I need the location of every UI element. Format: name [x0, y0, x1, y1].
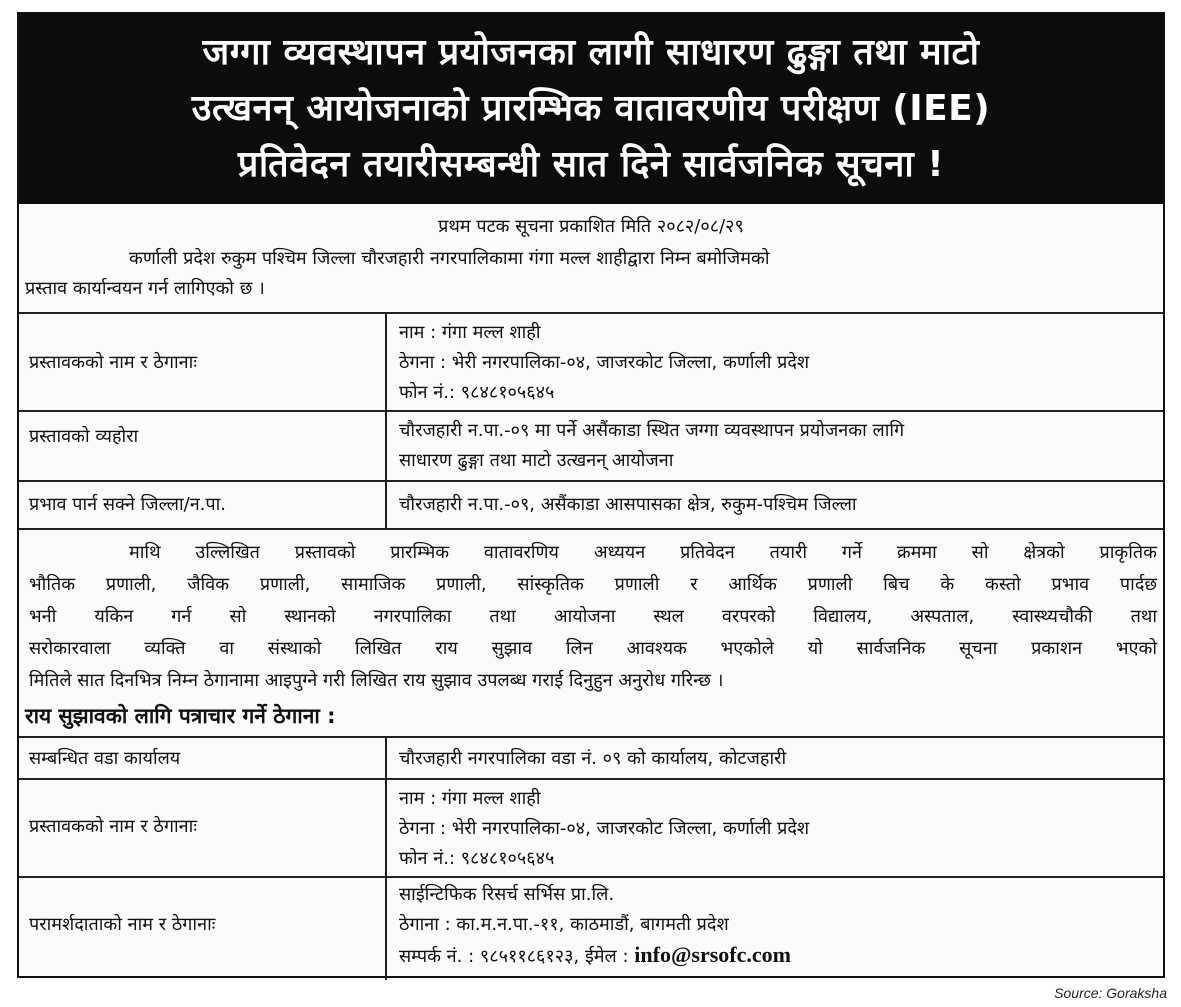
affected-area-value: चौरजहारी न.पा.-०९, असैंकाडा आसपासका क्षेत्र, रुकुम-पश्चिम जिल्ला	[399, 494, 857, 515]
contact-proposer-phone: फोन नं.: ९८४८१०५६४५	[399, 848, 555, 869]
intro-line-2: प्रस्ताव कार्यान्वयन गर्न लागिएको छ ।	[25, 278, 265, 299]
divider	[19, 312, 1163, 314]
divider	[19, 736, 1163, 738]
consultant-email[interactable]: info@srsofc.com	[634, 942, 791, 967]
body-line-4: सरोकारवाला व्यक्ति वा संस्थाको लिखित राय सुझाव लिन आवश्यक भएकोले यो सार्वजनिक सूचना प्रकाशन भएको	[29, 638, 1157, 659]
publication-date: प्रथम पटक सूचना प्रकाशित मिति २०८२/०८/२९	[438, 216, 744, 237]
proposer-name: नाम : गंगा मल्ल शाही	[399, 322, 541, 343]
column-divider	[385, 736, 387, 980]
consultant-phone: सम्पर्क नं. : ९८५११८६१२३, ईमेल :	[399, 946, 629, 967]
ward-office-label: सम्बन्धित वडा कार्यालय	[29, 748, 181, 769]
divider	[19, 480, 1163, 482]
notice-title-line-3: प्रतिवेदन तयारीसम्बन्धी सात दिने सार्वजनिक सूचना !	[237, 144, 945, 185]
column-divider	[385, 312, 387, 528]
divider	[19, 876, 1163, 878]
source-credit: Source: Goraksha	[1054, 985, 1167, 1001]
subject-label: प्रस्तावको व्यहोरा	[29, 426, 139, 447]
public-notice	[17, 12, 1165, 978]
proposer-label: प्रस्तावकको नाम र ठेगानाः	[29, 352, 197, 373]
notice-title-band	[19, 14, 1163, 204]
divider	[19, 778, 1163, 780]
contact-heading: राय सुझावको लागि पत्राचार गर्ने ठेगाना :	[25, 704, 336, 728]
body-line-1: माथि उल्लिखित प्रस्तावको प्रारम्भिक वातावरणिय अध्ययन प्रतिवेदन तयारी गर्ने क्रममा सो क्षेत्रको प्राकृतिक	[129, 542, 1157, 563]
contact-proposer-label: प्रस्तावकको नाम र ठेगानाः	[29, 816, 197, 837]
body-line-5: मितिले सात दिनभित्र निम्न ठेगानामा आइपुग्ने गरी लिखित राय सुझाव उपलब्ध गराई दिनुहुन अनुरोध गरिन्छ ।	[29, 670, 724, 691]
consultant-address: ठेगाना : का.म.न.पा.-११, काठमाडौं, बागमती प्रदेश	[399, 914, 729, 935]
divider	[19, 528, 1163, 530]
subject-line-1: चौरजहारी न.पा.-०९ मा पर्ने असैंकाडा स्थित जग्गा व्यवस्थापन प्रयोजनका लागि	[399, 420, 905, 441]
body-line-2: भौतिक प्रणाली, जैविक प्रणाली, सामाजिक प्रणाली, सांस्कृतिक प्रणाली र आर्थिक प्रणाली बिच के कस्तो प्रभाव पार्दछ	[29, 574, 1157, 595]
divider	[19, 410, 1163, 412]
proposer-phone: फोन नं.: ९८४८१०५६४५	[399, 382, 555, 403]
ward-office-value: चौरजहारी नगरपालिका वडा नं. ०९ को कार्यालय, कोटजहारी	[399, 748, 787, 769]
consultant-label: परामर्शदाताको नाम र ठेगानाः	[29, 914, 216, 935]
contact-proposer-name: नाम : गंगा मल्ल शाही	[399, 788, 541, 809]
proposer-address: ठेगना : भेरी नगरपालिका-०४, जाजरकोट जिल्ला, कर्णाली प्रदेश	[399, 352, 810, 373]
notice-title-line-1: जग्गा व्यवस्थापन प्रयोजनका लागी साधारण ढुङ्गा तथा माटो	[202, 32, 980, 73]
intro-line-1: कर्णाली प्रदेश रुकुम पश्चिम जिल्ला चौरजहारी नगरपालिकामा गंगा मल्ल शाहीद्वारा निम्न बमोजिमको	[129, 248, 770, 269]
body-line-3: भनी यकिन गर्न सो स्थानको नगरपालिका तथा आयोजना स्थल वरपरको विद्यालय, अस्पताल, स्वास्थ्यचौकी तथा	[29, 606, 1157, 627]
notice-title-line-2: उत्खनन् आयोजनाको प्रारम्भिक वातावरणीय परीक्षण (IEE)	[191, 88, 991, 129]
affected-area-label: प्रभाव पार्न सक्ने जिल्ला/न.पा.	[29, 494, 227, 515]
subject-line-2: साधारण ढुङ्गा तथा माटो उत्खनन् आयोजना	[399, 450, 674, 471]
contact-proposer-address: ठेगना : भेरी नगरपालिका-०४, जाजरकोट जिल्ला, कर्णाली प्रदेश	[399, 818, 810, 839]
consultant-contact	[399, 942, 791, 968]
consultant-name: साईन्टिफिक रिसर्च सर्भिस प्रा.लि.	[399, 884, 615, 905]
